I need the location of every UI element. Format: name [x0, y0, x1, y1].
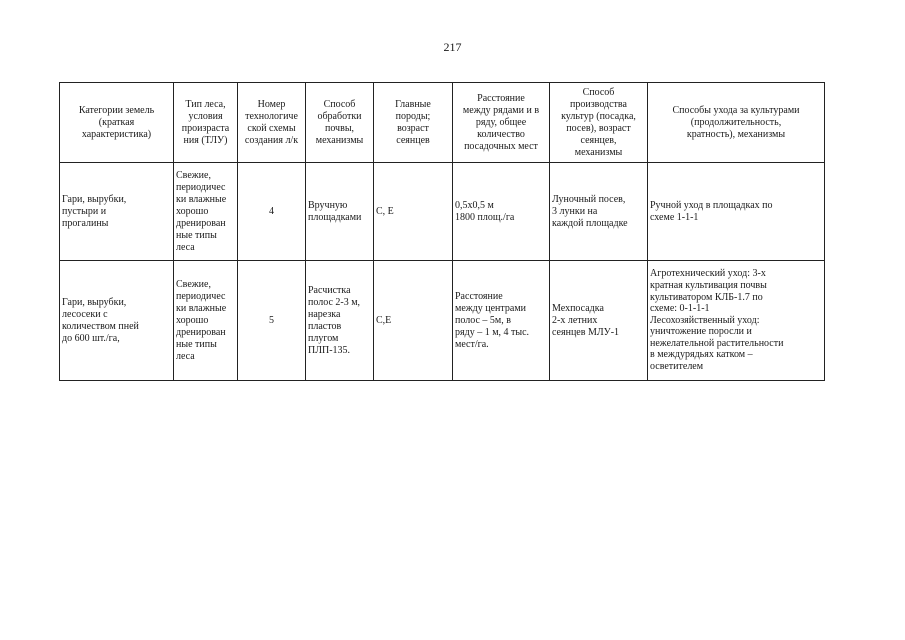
table-row — [60, 261, 825, 381]
cell-line: ряду – 1 м, 4 тыс. — [455, 326, 530, 338]
header-line: Способ — [323, 98, 356, 110]
cell-line: Лесохозяйственный уход: — [650, 314, 760, 326]
table-cell — [453, 261, 550, 381]
cell-line: до 600 шт./га, — [62, 332, 120, 344]
cell-line: мест/га. — [455, 338, 489, 350]
header-line: произраста — [181, 122, 230, 134]
cell-line: количеством пней — [62, 320, 139, 332]
cell-line: дренирован — [176, 326, 226, 338]
cell-line: 4 — [269, 205, 274, 217]
header-line: возраст — [397, 122, 429, 134]
cell-line: полос – 5м, в — [455, 314, 511, 326]
cell-line: Мехпосадка — [552, 302, 604, 314]
table-cell — [306, 261, 374, 381]
cell-line: леса — [176, 350, 195, 362]
cell-line: периодичес — [176, 290, 226, 302]
table-cell — [374, 261, 453, 381]
header-line: сеянцев, — [580, 134, 617, 146]
table-cell — [238, 261, 306, 381]
cell-line: нарезка — [308, 308, 341, 320]
cell-line: пластов — [308, 320, 342, 332]
header-line: Номер — [257, 98, 286, 110]
column-header — [306, 83, 374, 163]
cell-line: лесосеки с — [62, 308, 108, 320]
cell-line: ПЛП-135. — [308, 344, 351, 356]
cell-line: схеме 1-1-1 — [650, 211, 699, 223]
cell-line: культиватором КЛБ-1.7 по — [650, 291, 763, 303]
table-cell — [374, 163, 453, 261]
cell-line: Свежие, — [176, 169, 211, 181]
header-line: Категории земель — [78, 104, 155, 116]
column-header — [238, 83, 306, 163]
cell-line: Вручную — [308, 199, 348, 211]
cell-line: пустыри и — [62, 205, 107, 217]
cell-line: периодичес — [176, 181, 226, 193]
cell-line: 0,5х0,5 м — [455, 199, 494, 211]
cell-line: 3 лунки на — [552, 205, 598, 217]
page-number: 217 — [443, 40, 462, 54]
cell-line: Расчистка — [308, 284, 351, 296]
cell-line: ки влажные — [176, 193, 227, 205]
cell-line: полос 2-3 м, — [308, 296, 361, 308]
header-line: Расстояние — [477, 92, 525, 104]
cell-line: 2-х летних — [552, 314, 598, 326]
table-row — [60, 163, 825, 261]
header-line: между рядами и в — [462, 104, 540, 116]
header-line: (краткая — [98, 116, 135, 128]
header-line: посадочных мест — [464, 140, 538, 152]
table-cell — [60, 163, 174, 261]
header-line: обработки — [317, 110, 362, 122]
header-line: почвы, — [324, 122, 355, 134]
header-line: технологиче — [245, 110, 298, 122]
cell-line: ки влажные — [176, 302, 227, 314]
header-line: сеянцев — [396, 134, 430, 146]
table-cell — [174, 163, 238, 261]
header-line: производства — [570, 98, 627, 110]
table-cell — [453, 163, 550, 261]
cell-line: площадками — [308, 211, 362, 223]
cell-line: Гари, вырубки, — [62, 296, 127, 308]
column-header — [453, 83, 550, 163]
header-line: Способ — [582, 86, 615, 98]
cell-line: прогалины — [62, 217, 109, 229]
header-line: Тип леса, — [185, 98, 226, 110]
table-cell — [306, 163, 374, 261]
cell-line: кратная культивация почвы — [650, 279, 767, 291]
column-header — [374, 83, 453, 163]
table-cell — [60, 261, 174, 381]
header-line: (продолжительность, — [690, 116, 782, 128]
header-line: культур (посадка, — [561, 110, 636, 122]
cell-line: сеянцев МЛУ-1 — [552, 326, 620, 338]
table-cell — [648, 163, 825, 261]
header-line: ряду, общее — [475, 116, 527, 128]
table-cell — [550, 261, 648, 381]
header-line: кратность), механизмы — [686, 128, 786, 140]
cell-line: плугом — [308, 332, 339, 344]
cell-line: ные типы — [176, 338, 217, 350]
cell-line: леса — [176, 241, 195, 253]
cell-line: Агротехнический уход: 3-х — [650, 268, 766, 280]
cell-line: уничтожение поросли и — [650, 326, 752, 338]
table-cell — [550, 163, 648, 261]
forest-culture-table — [59, 82, 825, 381]
cell-line: нежелательной растительности — [650, 337, 784, 349]
cell-line: Расстояние — [455, 290, 503, 302]
header-line: условия — [188, 110, 223, 122]
header-line: создания л/к — [244, 134, 299, 146]
cell-line: Ручной уход в площадках по — [650, 199, 773, 211]
cell-line: 1800 площ./га — [455, 211, 515, 223]
cell-line: каждой площадке — [552, 217, 628, 229]
cell-line: схеме: 0-1-1-1 — [650, 303, 710, 315]
cell-line: осветителем — [650, 361, 704, 373]
header-line: характеристика) — [81, 128, 152, 140]
header-line: механизмы — [574, 146, 623, 158]
table-cell — [238, 163, 306, 261]
header-line: Способы ухода за культурами — [672, 104, 800, 116]
cell-line: дренирован — [176, 217, 226, 229]
cell-line: С,Е — [376, 314, 392, 326]
cell-line: Свежие, — [176, 278, 211, 290]
table-cell — [648, 261, 825, 381]
cell-line: С, Е — [376, 205, 394, 217]
column-header — [60, 83, 174, 163]
cell-line: хорошо — [176, 205, 209, 217]
cell-line: между центрами — [455, 302, 527, 314]
cell-line: ные типы — [176, 229, 217, 241]
cell-line: Луночный посев, — [552, 193, 626, 205]
header-line: породы; — [395, 110, 431, 122]
header-line: ской схемы — [247, 122, 296, 134]
cell-line: Гари, вырубки, — [62, 193, 127, 205]
column-header — [648, 83, 825, 163]
table-cell — [174, 261, 238, 381]
header-line: ния (ТЛУ) — [183, 134, 228, 146]
header-line: Главные — [395, 98, 431, 110]
cell-line: в междурядьях катком – — [650, 349, 753, 361]
header-line: механизмы — [315, 134, 364, 146]
table-header-row — [60, 83, 825, 163]
column-header — [174, 83, 238, 163]
cell-line: хорошо — [176, 314, 209, 326]
header-line: количество — [477, 128, 525, 140]
column-header — [550, 83, 648, 163]
header-line: посев), возраст — [566, 122, 631, 134]
cell-line: 5 — [269, 314, 274, 326]
